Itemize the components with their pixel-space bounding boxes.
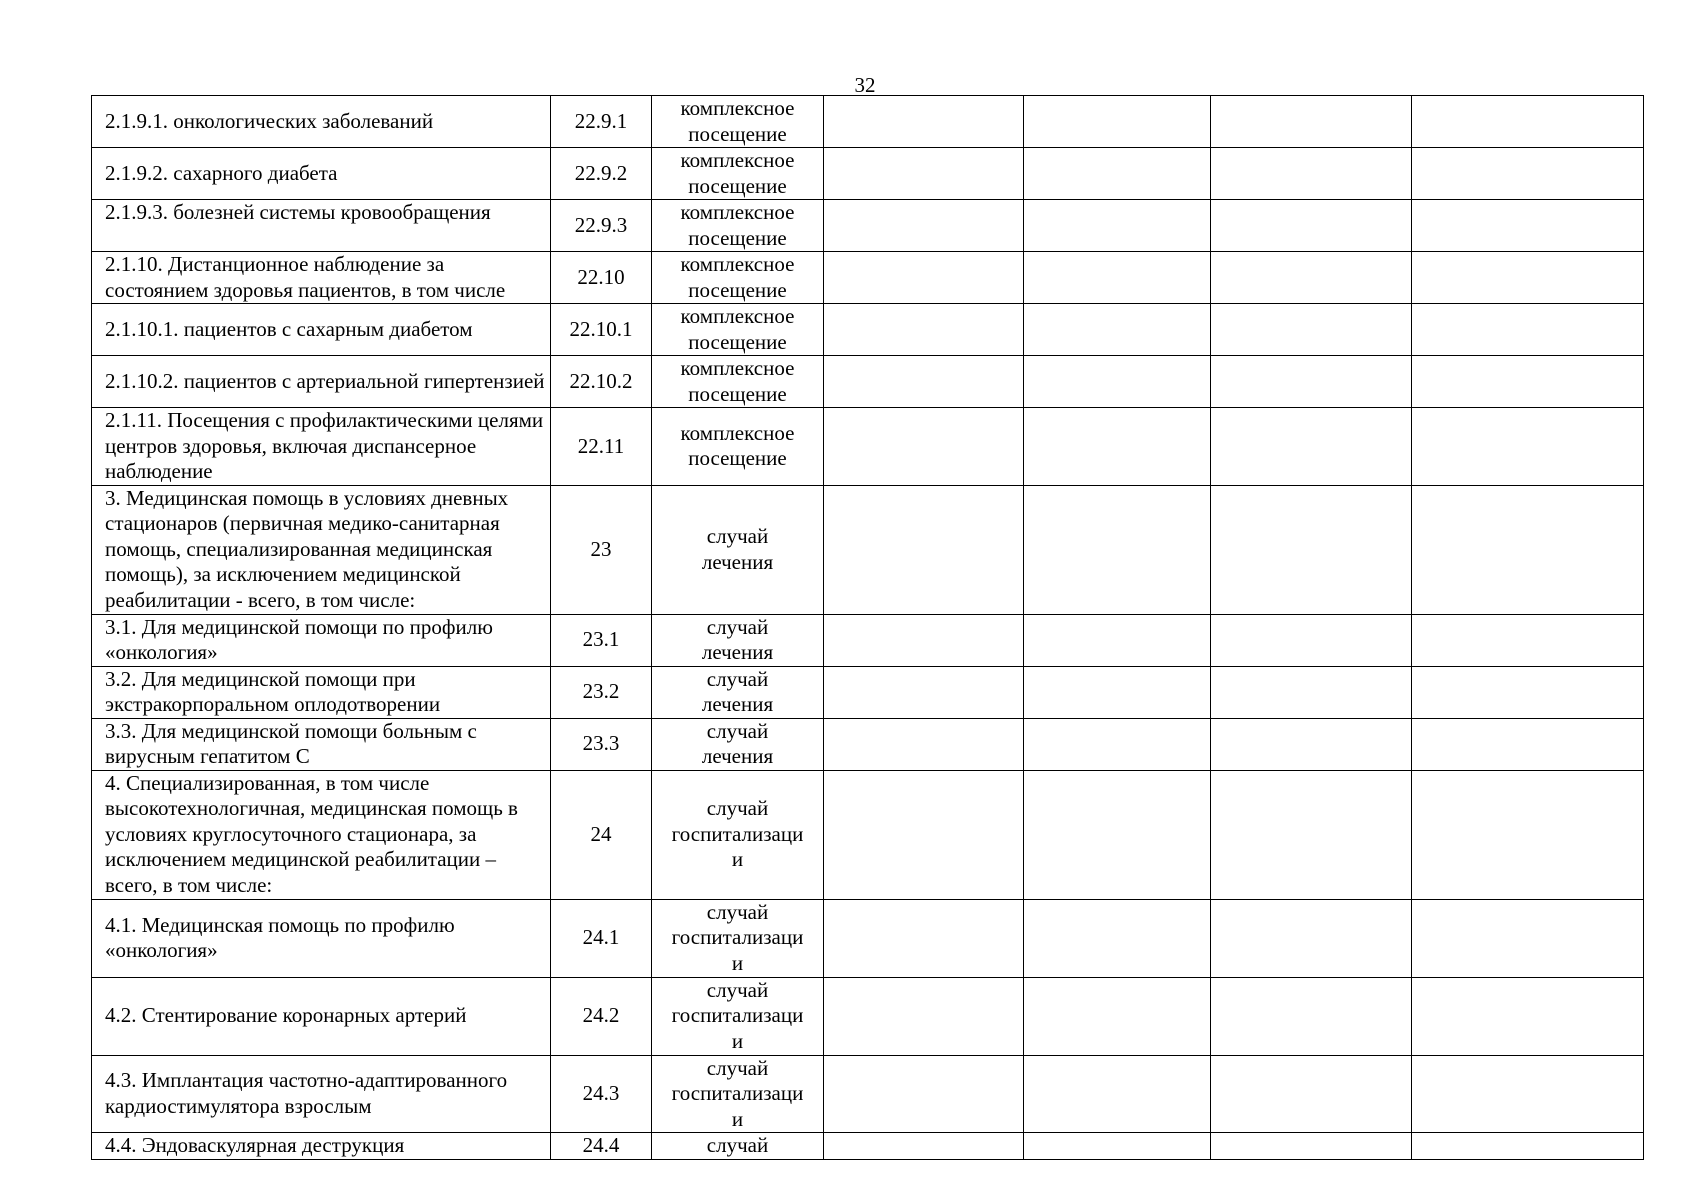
row-code-cell: 22.9.1 [551,96,652,148]
empty-value-cell [1412,1055,1644,1133]
row-code-cell: 22.9.3 [551,200,652,252]
row-code-cell: 23.2 [551,666,652,718]
page-number: 32 [854,73,876,97]
row-unit-text: случай лечения [701,614,774,664]
empty-value-cell [1024,770,1211,899]
row-name-cell: 2.1.9.3. болезней системы кровообращения [92,200,551,252]
empty-value-cell [1024,252,1211,304]
table-row [92,485,1644,614]
empty-value-cell [824,666,1024,718]
row-code-cell: 24.1 [551,899,652,977]
table-row [92,614,1644,666]
row-unit-cell [652,96,824,148]
row-unit-text: случай лечения [701,666,774,716]
row-unit-cell [652,718,824,770]
row-name-cell: 3. Медицинская помощь в условиях дневных стационаров (первичная медико-санитарная помощь, специализированная медицинская помощь), за исключением медицинской реабилитации - всего, в том числе: [92,485,551,614]
empty-value-cell [824,770,1024,899]
empty-value-cell [1211,899,1412,977]
row-name-cell: 4.1. Медицинская помощь по профилю «онкология» [92,899,551,977]
empty-value-cell [824,252,1024,304]
row-name-cell: 2.1.10.2. пациентов с артериальной гипертензией [92,356,551,408]
empty-value-cell [824,1133,1024,1160]
row-name-cell: 3.1. Для медицинской помощи по профилю «онкология» [92,614,551,666]
empty-value-cell [1211,356,1412,408]
empty-value-cell [1412,666,1644,718]
table-row [92,718,1644,770]
row-name-cell: 2.1.9.1. онкологических заболеваний [92,96,551,148]
empty-value-cell [1412,148,1644,200]
row-unit-text: случай лечения [701,718,774,768]
empty-value-cell [1412,1133,1644,1160]
row-name-cell: 4.4. Эндоваскулярная деструкция [92,1133,551,1160]
row-unit-cell [652,770,824,899]
empty-value-cell [824,1055,1024,1133]
empty-value-cell [1211,148,1412,200]
row-unit-cell [652,408,824,486]
table-row [92,899,1644,977]
empty-value-cell [1211,1133,1412,1160]
empty-value-cell [1024,1055,1211,1133]
empty-value-cell [1024,148,1211,200]
empty-value-cell [1412,485,1644,614]
row-name-cell: 2.1.10. Дистанционное наблюдение за состоянием здоровья пациентов, в том числе [92,252,551,304]
row-unit-cell [652,304,824,356]
table-row [92,356,1644,408]
row-code-cell: 22.9.2 [551,148,652,200]
row-unit-cell [652,485,824,614]
data-table [91,95,1644,1160]
empty-value-cell [1024,666,1211,718]
empty-value-cell [1024,614,1211,666]
table-row [92,148,1644,200]
row-code-cell: 24.2 [551,977,652,1055]
empty-value-cell [1412,977,1644,1055]
row-name-cell: 3.2. Для медицинской помощи при экстракорпоральном оплодотворении [92,666,551,718]
empty-value-cell [824,408,1024,486]
row-unit-cell [652,1133,824,1160]
table-row [92,304,1644,356]
empty-value-cell [824,96,1024,148]
row-unit-text: комплексное посещение [680,148,795,198]
empty-value-cell [824,614,1024,666]
empty-value-cell [1412,200,1644,252]
table-row [92,770,1644,899]
row-unit-cell [652,899,824,977]
empty-value-cell [1211,977,1412,1055]
empty-value-cell [1211,485,1412,614]
row-unit-text: случай [706,1133,769,1157]
table-row [92,408,1644,486]
empty-value-cell [1211,408,1412,486]
table-row [92,252,1644,304]
row-unit-text: случай госпитализаци и [671,1055,804,1131]
empty-value-cell [1211,666,1412,718]
empty-value-cell [824,304,1024,356]
row-name-cell: 2.1.10.1. пациентов с сахарным диабетом [92,304,551,356]
empty-value-cell [1211,304,1412,356]
empty-value-cell [1412,614,1644,666]
row-unit-text: случай госпитализаци и [671,899,804,975]
row-name-cell: 4.3. Имплантация частотно-адаптированного кардиостимулятора взрослым [92,1055,551,1133]
row-unit-text: комплексное посещение [680,252,795,302]
empty-value-cell [1024,718,1211,770]
row-name-cell: 4. Специализированная, в том числе высокотехнологичная, медицинская помощь в условиях круглосуточного стационара, за исключением медицинской реабилитации – всего, в том числе: [92,770,551,899]
row-name-cell: 2.1.11. Посещения с профилактическими целями центров здоровья, включая диспансерное наблюдение [92,408,551,486]
row-unit-cell [652,614,824,666]
row-code-cell: 22.10 [551,252,652,304]
empty-value-cell [1211,252,1412,304]
row-unit-cell [652,356,824,408]
row-unit-text: комплексное посещение [680,304,795,354]
empty-value-cell [824,356,1024,408]
row-unit-text: комплексное посещение [680,420,795,471]
empty-value-cell [1211,770,1412,899]
empty-value-cell [1211,614,1412,666]
empty-value-cell [1024,304,1211,356]
table-row [92,1133,1644,1160]
row-code-cell: 23 [551,485,652,614]
empty-value-cell [824,200,1024,252]
row-unit-text: комплексное посещение [680,356,795,406]
row-name-cell: 3.3. Для медицинской помощи больным с вирусным гепатитом С [92,718,551,770]
empty-value-cell [1211,200,1412,252]
row-unit-text: случай госпитализаци и [671,796,804,872]
row-unit-cell [652,666,824,718]
empty-value-cell [1412,899,1644,977]
table-row [92,200,1644,252]
empty-value-cell [1412,252,1644,304]
empty-value-cell [1412,408,1644,486]
empty-value-cell [1024,1133,1211,1160]
row-unit-text: случай лечения [701,524,774,574]
empty-value-cell [824,977,1024,1055]
empty-value-cell [824,899,1024,977]
row-code-cell: 24.3 [551,1055,652,1133]
empty-value-cell [1024,408,1211,486]
empty-value-cell [1024,899,1211,977]
row-name-cell: 2.1.9.2. сахарного диабета [92,148,551,200]
empty-value-cell [1024,356,1211,408]
empty-value-cell [1024,96,1211,148]
row-unit-cell [652,977,824,1055]
row-unit-text: комплексное посещение [680,200,795,250]
table-row [92,666,1644,718]
empty-value-cell [824,718,1024,770]
empty-value-cell [1024,200,1211,252]
empty-value-cell [824,485,1024,614]
row-code-cell: 24.4 [551,1133,652,1160]
row-code-cell: 23.1 [551,614,652,666]
empty-value-cell [824,148,1024,200]
row-code-cell: 22.10.1 [551,304,652,356]
row-unit-text: случай госпитализаци и [671,977,804,1053]
row-unit-cell [652,1055,824,1133]
row-unit-cell [652,148,824,200]
row-name-cell: 4.2. Стентирование коронарных артерий [92,977,551,1055]
empty-value-cell [1211,1055,1412,1133]
empty-value-cell [1412,96,1644,148]
row-unit-cell [652,252,824,304]
empty-value-cell [1211,718,1412,770]
empty-value-cell [1412,718,1644,770]
empty-value-cell [1412,356,1644,408]
empty-value-cell [1024,485,1211,614]
row-unit-text: комплексное посещение [680,96,795,146]
table-row [92,96,1644,148]
table-row [92,977,1644,1055]
row-unit-cell [652,200,824,252]
table-row [92,1055,1644,1133]
empty-value-cell [1024,977,1211,1055]
row-code-cell: 22.11 [551,408,652,486]
row-code-cell: 24 [551,770,652,899]
empty-value-cell [1211,96,1412,148]
row-code-cell: 22.10.2 [551,356,652,408]
empty-value-cell [1412,770,1644,899]
row-code-cell: 23.3 [551,718,652,770]
empty-value-cell [1412,304,1644,356]
